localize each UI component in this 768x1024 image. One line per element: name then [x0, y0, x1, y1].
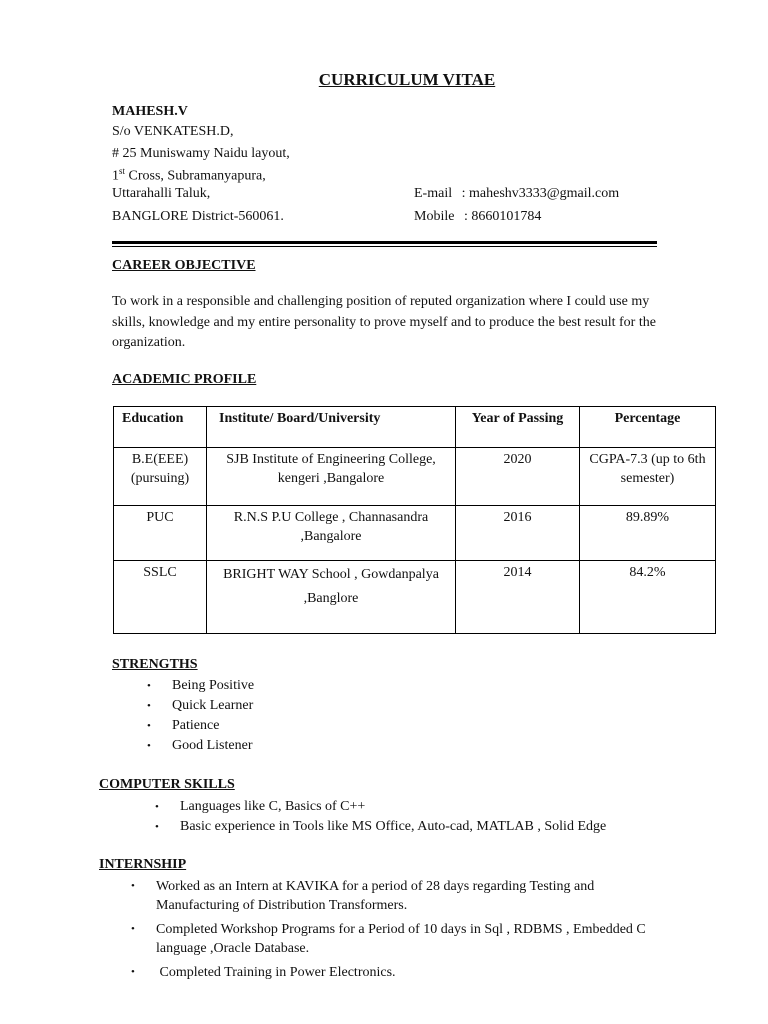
- cell-percentage: 89.89%: [580, 506, 716, 561]
- list-item: • Worked as an Intern at KAVIKA for a period of 28 days regarding Testing and Manufacturing of Distribution Transformers.: [131, 879, 595, 913]
- cell-year: 2020: [456, 448, 580, 506]
- address-line-4: Uttarahalli Taluk,: [112, 186, 211, 201]
- table-row: [114, 448, 716, 506]
- career-objective-text: To work in a responsible and challenging position of reputed organization where I could use my skills, knowledge and my entire personality to prove myself and to produce the best result for the organization.: [112, 294, 656, 350]
- career-objective-heading: CAREER OBJECTIVE: [112, 258, 256, 273]
- cell-education: B.E(EEE) (pursuing): [114, 448, 207, 506]
- internship-heading: INTERNSHIP: [99, 857, 187, 872]
- bullet-icon: •: [147, 680, 151, 692]
- mobile-value: : 8660101784: [463, 209, 542, 224]
- cross-number: 1: [112, 168, 119, 184]
- applicant-name: MAHESH.V: [112, 104, 188, 119]
- bullet-icon: •: [147, 740, 151, 752]
- bullet-icon: •: [147, 700, 151, 712]
- list-item: • Basic experience in Tools like MS Office, Auto-cad, MATLAB , Solid Edge: [180, 817, 606, 837]
- header-year: Year of Passing: [456, 407, 580, 448]
- address-line-1: S/o VENKATESH.D,: [112, 124, 234, 139]
- header-divider-thick: [112, 241, 657, 244]
- mobile-row: [414, 209, 541, 225]
- document-title: CURRICULUM VITAE: [318, 70, 496, 89]
- strengths-list: [147, 676, 255, 756]
- bullet-icon: •: [131, 880, 135, 892]
- cell-education: PUC: [114, 506, 207, 561]
- list-item: • Good Listener: [172, 736, 254, 756]
- computer-skills-heading: COMPUTER SKILLS: [99, 777, 235, 792]
- address-line-3: [112, 166, 266, 185]
- cross-text: Cross, Subramanyapura,: [128, 168, 266, 184]
- table-row: [114, 561, 716, 634]
- academic-profile-heading: ACADEMIC PROFILE: [112, 372, 257, 387]
- cross-suffix: st: [119, 166, 126, 176]
- mobile-label: Mobile: [414, 209, 455, 224]
- cell-education: SSLC: [114, 561, 207, 634]
- strengths-heading: STRENGTHS: [112, 657, 198, 672]
- header-education: Education: [114, 407, 207, 448]
- address-line-5: BANGLORE District-560061.: [112, 209, 284, 224]
- cell-year: 2016: [456, 506, 580, 561]
- bullet-icon: •: [155, 801, 159, 813]
- header-divider-thin: [112, 246, 657, 247]
- header-institute: Institute/ Board/University: [207, 407, 456, 448]
- cell-institute: R.N.S P.U College , Channasandra ,Bangalore: [207, 506, 456, 561]
- list-item: • Languages like C, Basics of C++: [180, 797, 606, 817]
- internship-list: [131, 877, 656, 982]
- bullet-icon: •: [131, 923, 135, 935]
- academic-table: [113, 406, 716, 634]
- bullet-icon: •: [147, 720, 151, 732]
- cell-percentage: CGPA-7.3 (up to 6th semester): [580, 448, 716, 506]
- cell-institute: BRIGHT WAY School , Gowdanpalya ,Banglore: [207, 561, 456, 634]
- email-row: [414, 186, 619, 202]
- list-item: • Quick Learner: [172, 696, 254, 716]
- computer-skills-list: [155, 797, 607, 837]
- email-value: : maheshv3333@gmail.com: [461, 186, 620, 201]
- header-percentage: Percentage: [580, 407, 716, 448]
- table-row: [114, 506, 716, 561]
- email-label: E-mail: [414, 186, 453, 201]
- academic-table-header: [114, 407, 716, 448]
- address-line-2: # 25 Muniswamy Naidu layout,: [112, 146, 290, 161]
- list-item: • Patience: [172, 716, 254, 736]
- cell-institute: SJB Institute of Engineering College, kengeri ,Bangalore: [207, 448, 456, 506]
- list-item: • Completed Workshop Programs for a Period of 10 days in Sql , RDBMS , Embedded C language ,Oracle Database.: [131, 922, 646, 956]
- bullet-icon: •: [155, 821, 159, 833]
- list-item: • Being Positive: [172, 676, 254, 696]
- list-item: • Completed Training in Power Electronics.: [131, 965, 396, 980]
- bullet-icon: •: [131, 966, 135, 978]
- cell-year: 2014: [456, 561, 580, 634]
- cell-percentage: 84.2%: [580, 561, 716, 634]
